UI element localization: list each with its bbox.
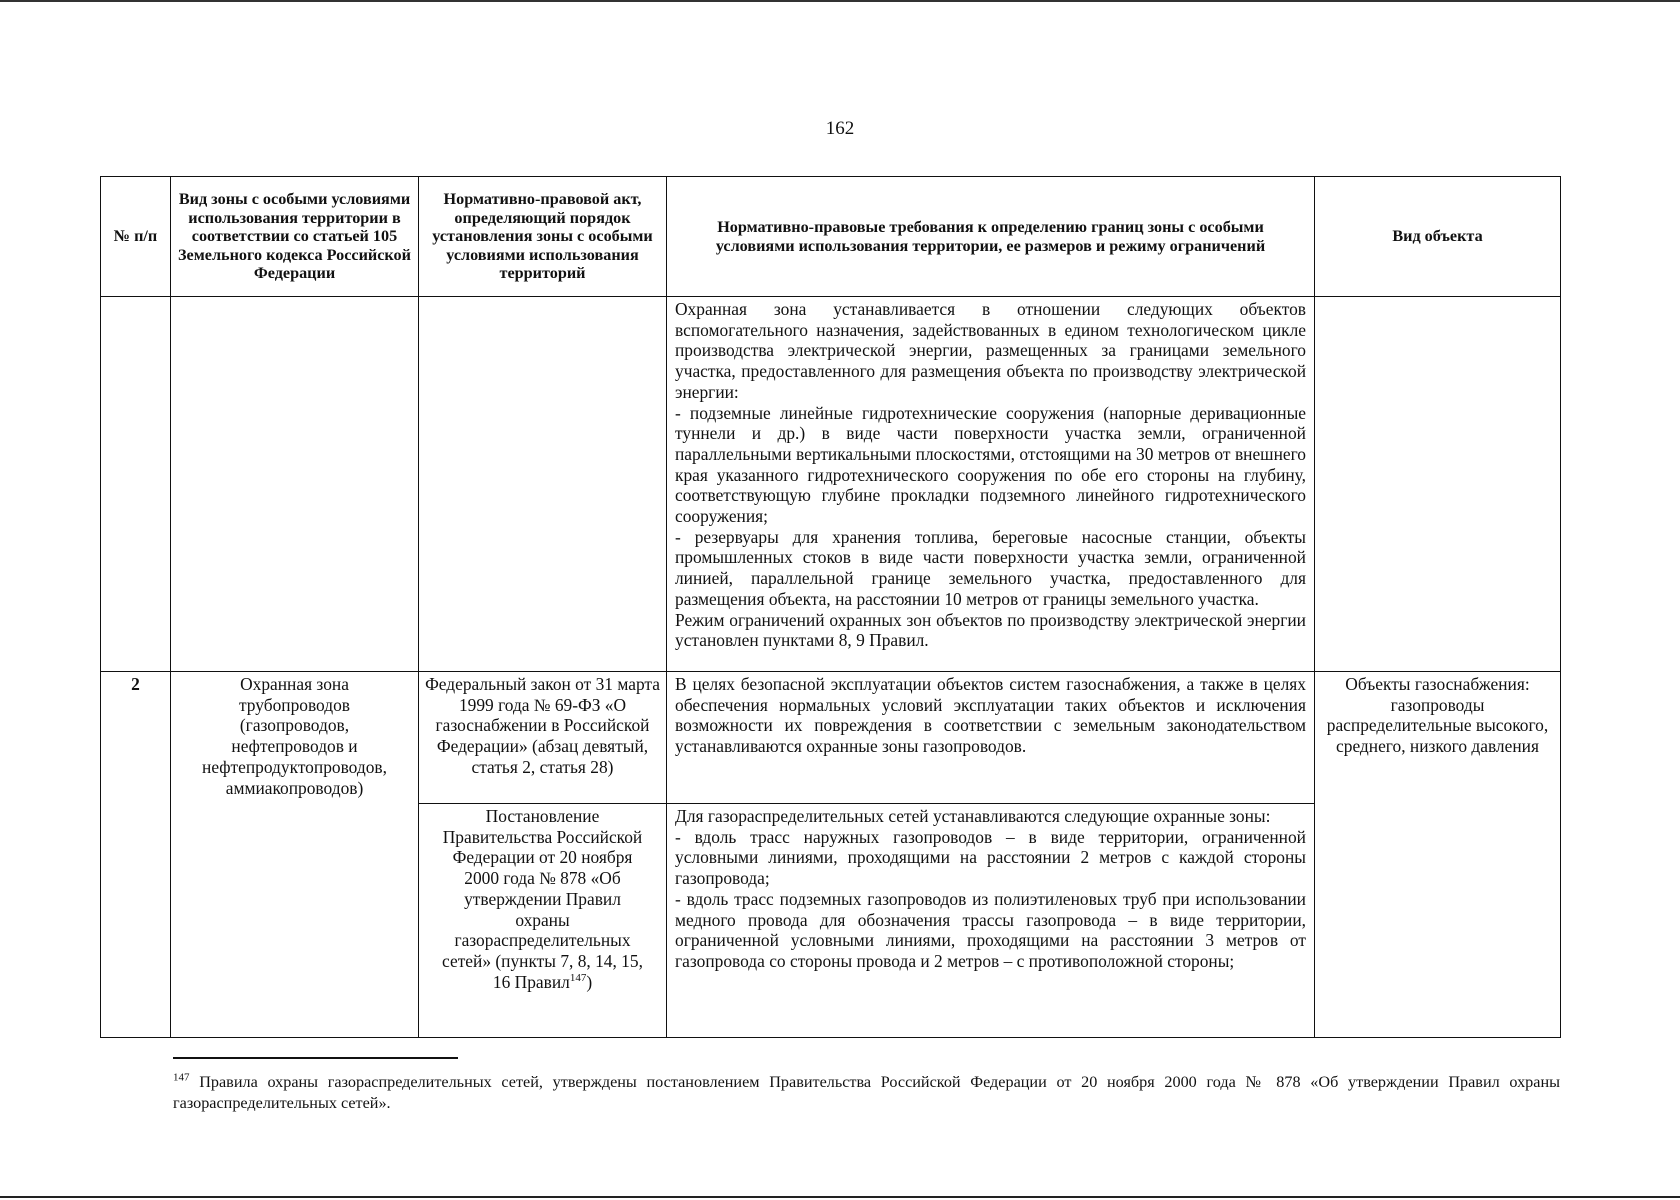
requirement-paragraph: Для газораспределительных сетей устанавливаются следующие охранные зоны:	[675, 806, 1271, 826]
cell-empty-act	[419, 297, 667, 672]
footnote-divider	[173, 1057, 458, 1059]
table-header-row	[101, 177, 1561, 297]
header-zone-type: Вид зоны с особыми условиями использования территории в соответствии со статьей 105 Земельного кодекса Российской Федерации	[171, 177, 419, 297]
table-row-2	[101, 672, 1561, 804]
act-text: Постановление Правительства Российской Федерации от 20 ноября 2000 года № 878 «Об утверждении Правил охраны газораспределительных сетей» (пункты 7, 8, 14, 15, 16 Правил	[442, 806, 643, 992]
bottom-scan-edge	[0, 1196, 1680, 1198]
cell-legal-act-federal-law: Федеральный закон от 31 марта 1999 года № 69-ФЗ «О газоснабжении в Российской Федерации» (абзац девятый, статья 2, статья 28)	[419, 672, 667, 804]
header-requirements: Нормативно-правовые требования к определению границ зоны с особыми условиями использования территории, ее размеров и режиму ограничений	[667, 177, 1315, 297]
header-legal-act: Нормативно-правовой акт, определяющий порядок установления зоны с особыми условиями использования территорий	[419, 177, 667, 297]
cell-requirements-continued	[667, 297, 1315, 672]
requirement-paragraph: - резервуары для хранения топлива, береговые насосные станции, объекты промышленных стоков в виде части поверхности участка земли, ограниченной линией, параллельной границе земельного участка, предоставленного для размещения объекта, на расстоянии 10 метров от границы земельного участка.	[675, 526, 1306, 609]
cell-empty-object	[1315, 297, 1561, 672]
cell-object-type: Объекты газоснабжения: газопроводы распределительные высокого, среднего, низкого давления	[1315, 672, 1561, 1038]
page-number: 162	[825, 118, 855, 139]
requirement-paragraph: - подземные линейные гидротехнические сооружения (напорные деривационные туннели и др.) в виде части поверхности участка земли, ограниченной параллельными вертикальными плоскостями, отстоящими на 30 метров от внешнего края указанного гидротехнического сооружения по обе его стороны на глубину, соответствующую глубине прокладки подземного линейного гидротехнического сооружения;	[675, 402, 1306, 527]
footnote	[173, 1072, 1560, 1114]
footnote-ref[interactable]: 147	[569, 971, 587, 984]
header-object-type: Вид объекта	[1315, 177, 1561, 297]
requirement-paragraph: Охранная зона устанавливается в отношении следующих объектов вспомогательного назначения, задействованных в едином технологическом цикле производства электрической энергии, размещенных за границами земельного участка, предоставленного для размещения объекта по производству электрической энергии:	[675, 299, 1306, 402]
cell-row-number: 2	[101, 672, 171, 1038]
cell-legal-act-resolution	[419, 804, 667, 1038]
requirement-paragraph: - вдоль трасс подземных газопроводов из полиэтиленовых труб при использовании медного провода для обозначения трассы газопровода – в виде территории, ограниченной условными линиями, проходящими на расстоянии 3 метров от газопровода со стороны провода и 2 метров – с противоположной стороны;	[675, 888, 1306, 971]
act-text-end: )	[586, 971, 593, 992]
top-scan-edge	[0, 0, 1680, 2]
zones-table	[100, 176, 1561, 1038]
requirement-paragraph: Режим ограничений охранных зон объектов по производству электрической энергии установлен пунктами 8, 9 Правил.	[675, 609, 1306, 651]
requirement-paragraph: - вдоль трасс наружных газопроводов – в виде территории, ограниченной условными линиями, проходящими на расстоянии 2 метров с каждой стороны газопровода;	[675, 826, 1306, 889]
cell-zone-type: Охранная зона трубопроводов (газопроводов, нефтепроводов и нефтепродуктопроводов, аммиакопроводов)	[171, 672, 419, 1038]
cell-empty-zone	[171, 297, 419, 672]
cell-requirements-networks	[667, 804, 1315, 1038]
table-row-continued	[101, 297, 1561, 672]
cell-requirements-gas: В целях безопасной эксплуатации объектов систем газоснабжения, а также в целях обеспечения нормальных условий эксплуатации таких объектов и исключения возможности их повреждения в соответствии с земельным законодательством устанавливаются охранные зоны газопроводов.	[667, 672, 1315, 804]
cell-empty-number	[101, 297, 171, 672]
footnote-text: Правила охраны газораспределительных сетей, утверждены постановлением Правительства Российской Федерации от 20 ноября 2000 года № 878 «Об утверждении Правил охраны газораспределительных сетей».	[173, 1073, 1560, 1112]
footnote-mark: 147	[173, 1071, 190, 1084]
header-number: № п/п	[101, 177, 171, 297]
